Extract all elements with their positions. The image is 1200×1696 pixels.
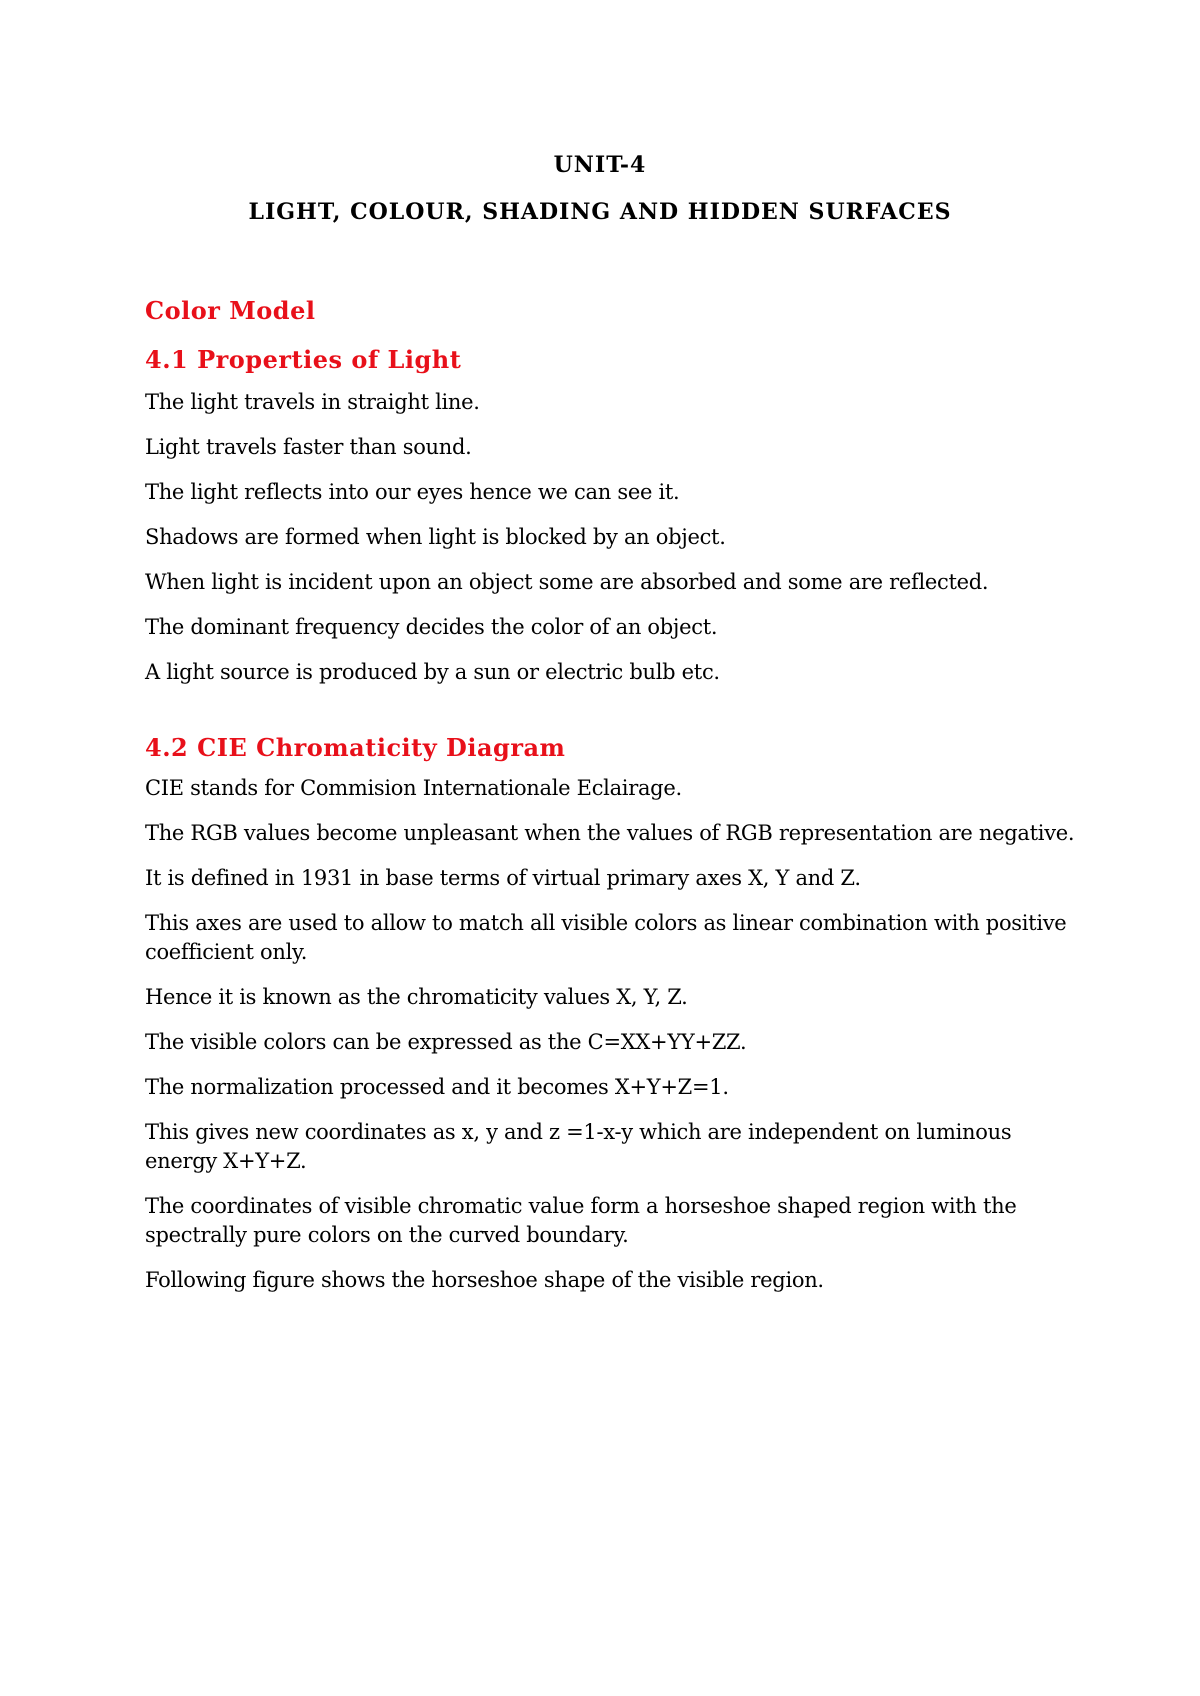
paragraph: The visible colors can be expressed as the C=XX+YY+ZZ. [145,1030,747,1054]
paragraph: A light source is produced by a sun or electric bulb etc. [145,660,720,684]
paragraph: This gives new coordinates as x, y and z =1-x-y which are independent on luminous energy X+Y+Z. [145,1120,1012,1173]
page-title: LIGHT, COLOUR, SHADING AND HIDDEN SURFACES [248,199,952,225]
paragraph: This axes are used to allow to match all visible colors as linear combination with positive coefficient only. [145,911,1067,964]
paragraph: The light travels in straight line. [145,390,480,414]
paragraph: CIE stands for Commision Internationale Eclairage. [145,776,682,800]
properties-list [145,388,1075,687]
paragraph: Light travels faster than sound. [145,435,472,459]
section-heading-properties-of-light: 4.1 Properties of Light [145,345,462,374]
paragraph: The coordinates of visible chromatic value form a horseshoe shaped region with the spectrally pure colors on the curved boundary. [145,1194,1017,1247]
paragraph: It is defined in 1931 in base terms of virtual primary axes X, Y and Z. [145,866,861,890]
paragraph: The RGB values become unpleasant when the values of RGB representation are negative. [145,821,1075,845]
paragraph: The light reflects into our eyes hence we can see it. [145,480,680,504]
section-heading-color-model: Color Model [145,296,316,325]
cie-list [145,774,1075,1295]
paragraph: Hence it is known as the chromaticity values X, Y, Z. [145,985,688,1009]
paragraph: When light is incident upon an object some are absorbed and some are reflected. [145,570,989,594]
paragraph: The normalization processed and it becomes X+Y+Z=1. [145,1075,729,1099]
paragraph: The dominant frequency decides the color of an object. [145,615,718,639]
paragraph: Following figure shows the horseshoe shape of the visible region. [145,1268,824,1292]
paragraph: Shadows are formed when light is blocked by an object. [145,525,726,549]
document-body [145,296,1075,1311]
unit-label: UNIT-4 [553,152,647,178]
section-heading-cie-chromaticity: 4.2 CIE Chromaticity Diagram [145,733,566,762]
